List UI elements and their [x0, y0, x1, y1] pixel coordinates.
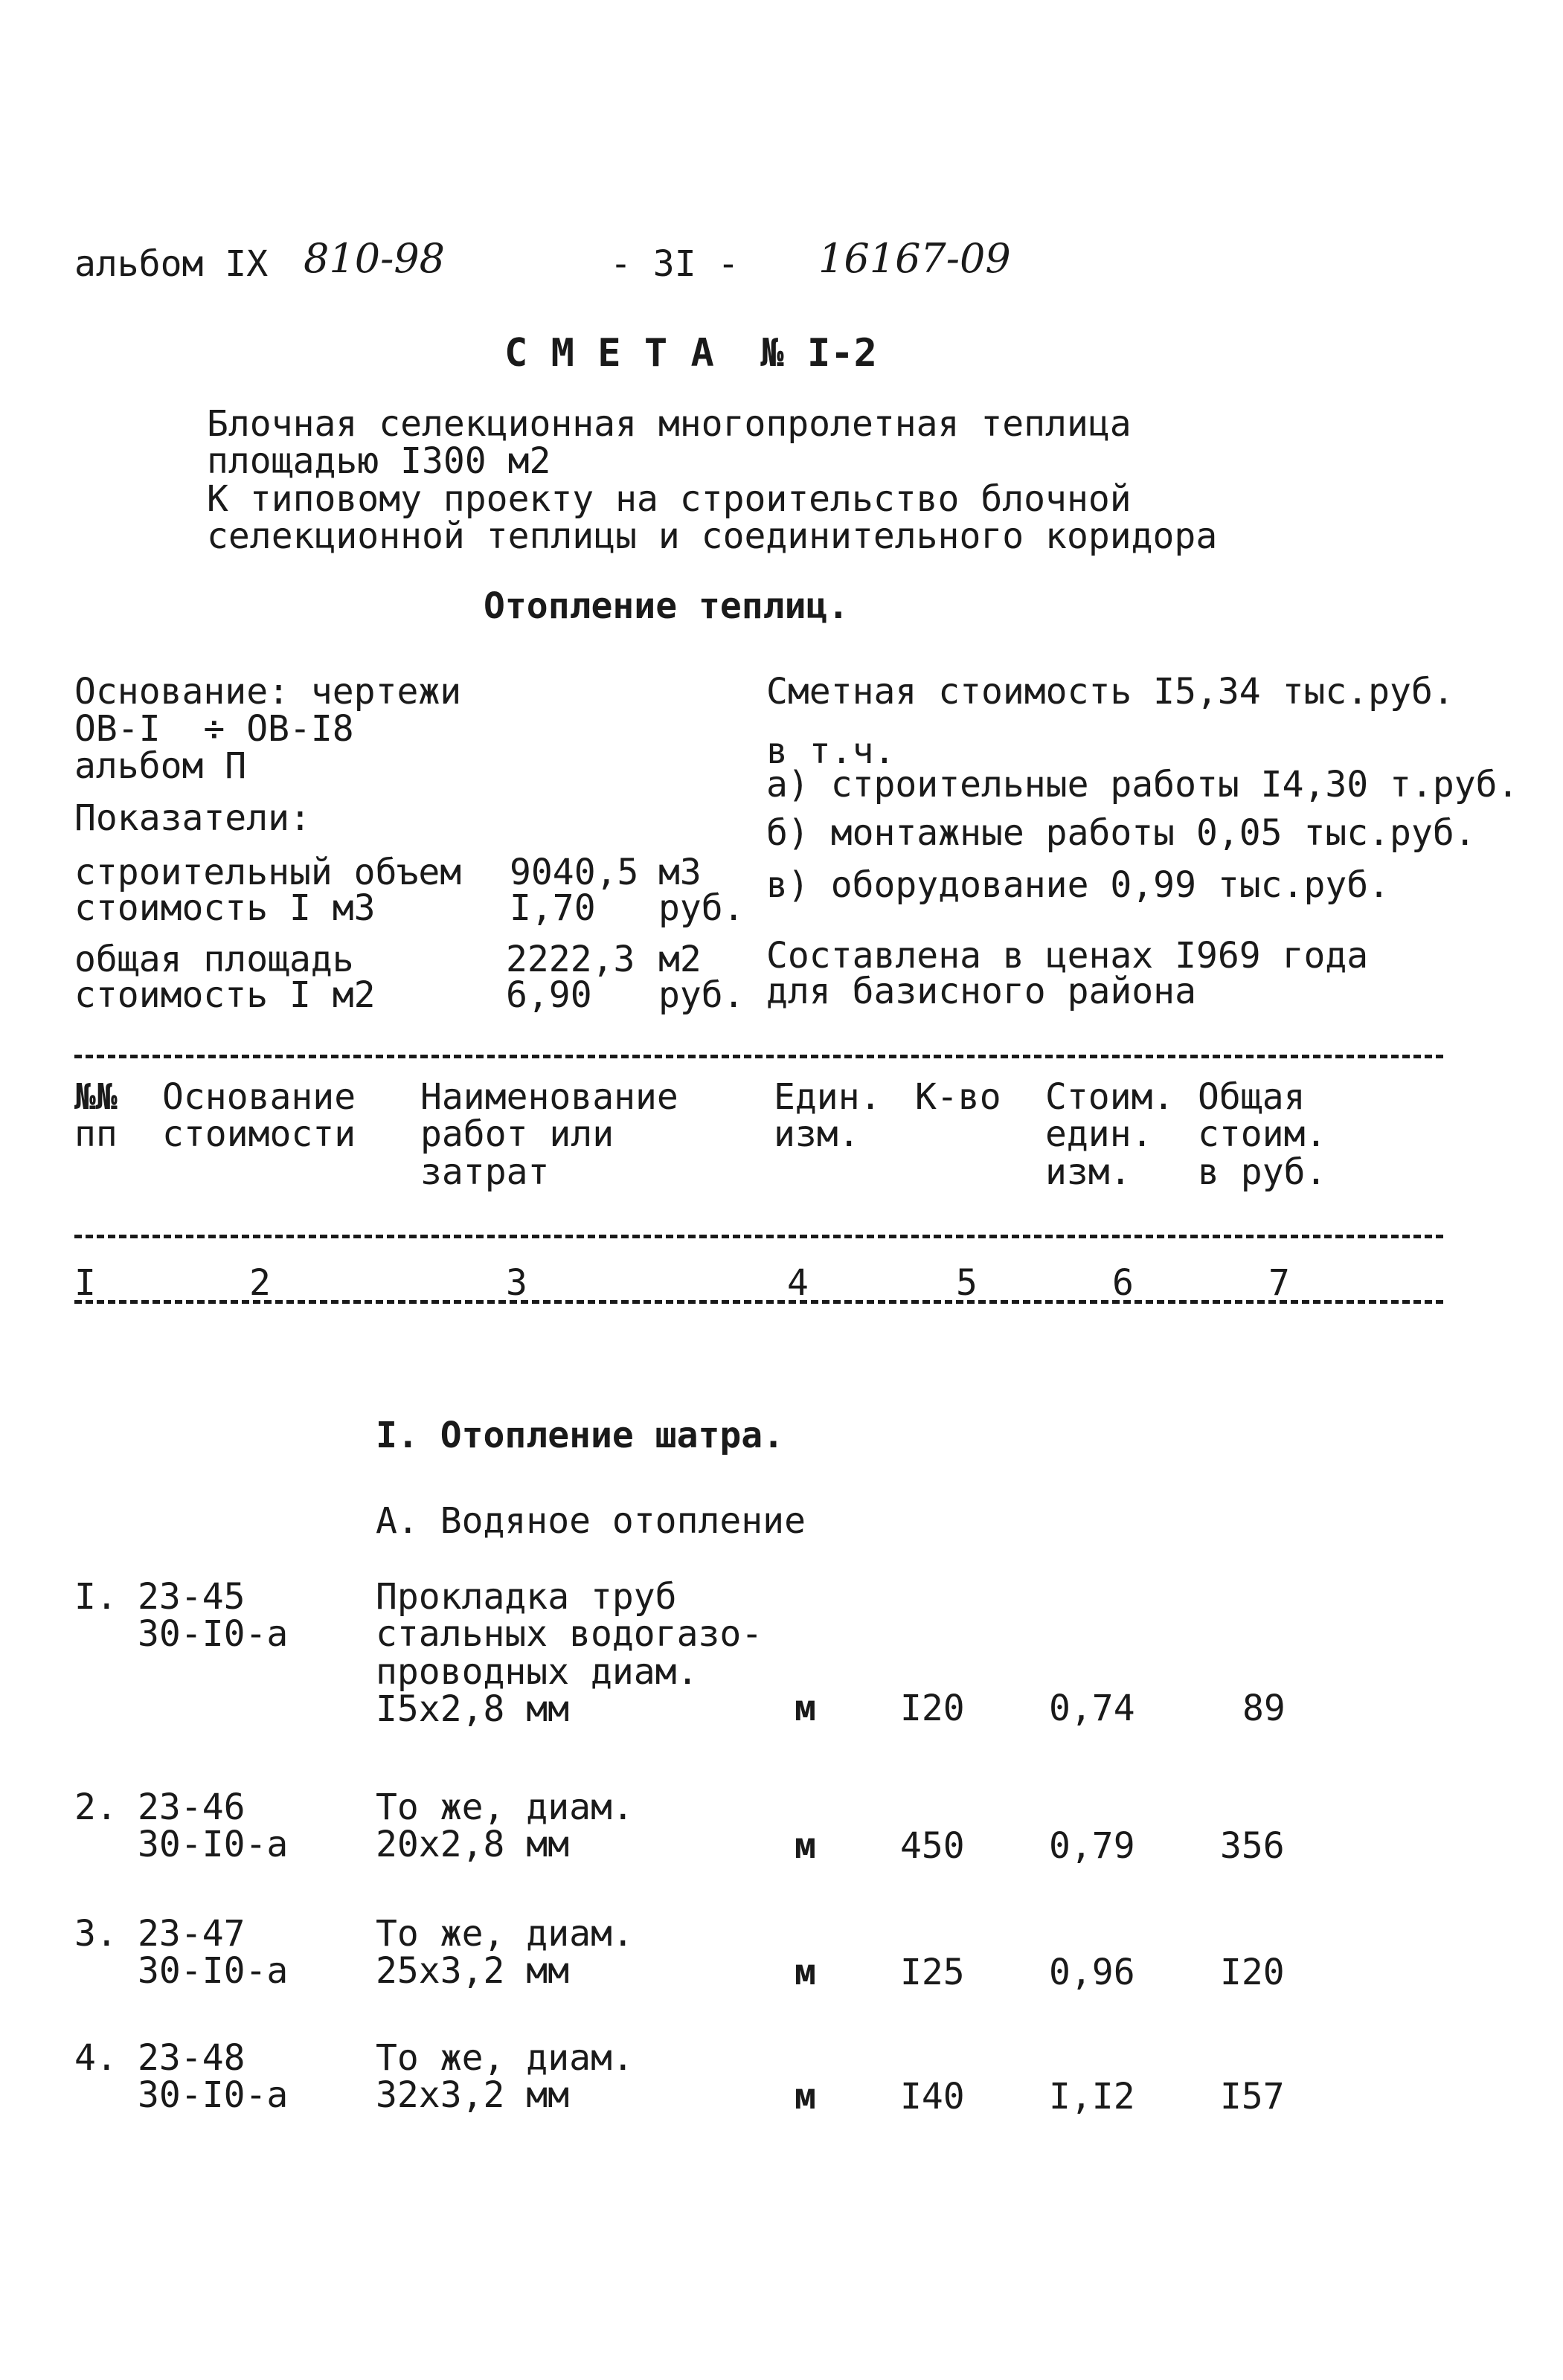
column-number: 4: [787, 1262, 809, 1304]
header-name: Наименование работ или затрат: [420, 1076, 678, 1193]
header-num: №№ пп: [74, 1076, 118, 1156]
row-unit: м: [795, 1825, 816, 1867]
indicator-label: строительный объем: [74, 852, 462, 893]
subsection-title: А. Водяное отопление: [376, 1500, 806, 1542]
dashed-divider: [74, 1055, 1443, 1058]
row-unit: м: [795, 1952, 816, 1993]
indicator-unit: руб.: [658, 974, 745, 1016]
basis-album: альбом П: [74, 745, 247, 787]
cost-item: в) оборудование 0,99 тыс.руб.: [766, 864, 1390, 906]
dashed-divider: [74, 1235, 1443, 1238]
indicator-value: 9040,5: [510, 852, 639, 893]
document-title: С М Е Т А № I-2: [504, 331, 877, 376]
row-number: 4.: [74, 2037, 118, 2079]
section-title: I. Отопление шатра.: [376, 1415, 785, 1456]
row-total: 89: [1242, 1688, 1286, 1729]
row-basis: 23-45 30-I0-а: [138, 1576, 289, 1656]
section-heading: Отопление теплиц.: [484, 585, 850, 627]
header-total-cost: Общая стоим. в руб.: [1198, 1076, 1327, 1193]
basis-drawings: ОВ-I ÷ ОВ-I8: [74, 708, 354, 750]
column-number: 7: [1268, 1262, 1290, 1304]
indicator-label: стоимость I м2: [74, 974, 376, 1016]
column-number: I: [74, 1262, 96, 1304]
page-number: - 3I -: [610, 243, 739, 285]
indicator-unit: м3: [658, 852, 702, 893]
row-name: То же, диам. 25х3,2 мм: [376, 1913, 634, 1993]
album-label: альбом IX: [74, 243, 269, 285]
row-qty: I25: [900, 1952, 965, 1993]
indicator-label: общая площадь: [74, 939, 354, 980]
row-total: I57: [1220, 2076, 1285, 2117]
indicator-label: стоимость I м3: [74, 887, 376, 929]
row-basis: 23-47 30-I0-а: [138, 1913, 289, 1993]
subtitle-line: селекционной теплицы и соединительного коридора: [207, 515, 1218, 558]
row-qty: 450: [900, 1825, 965, 1867]
indicator-value: 6,90: [506, 974, 592, 1016]
row-unit: м: [795, 1688, 816, 1729]
subtitle-line: Блочная селекционная многопролетная теплица: [207, 403, 1132, 445]
row-number: 2.: [74, 1786, 118, 1828]
row-name: То же, диам. 20х2,8 мм: [376, 1786, 634, 1866]
indicator-unit: руб.: [658, 887, 745, 929]
row-qty: I40: [900, 2076, 965, 2117]
column-number: 2: [249, 1262, 271, 1304]
row-total: 356: [1220, 1825, 1285, 1867]
row-price: 0,96: [1049, 1952, 1135, 1993]
prices-note: для базисного района: [766, 971, 1196, 1012]
handwritten-code-left: 810-98: [304, 235, 446, 282]
row-price: 0,79: [1049, 1825, 1135, 1867]
row-price: 0,74: [1049, 1688, 1135, 1729]
row-unit: м: [795, 2076, 816, 2117]
row-basis: 23-46 30-I0-а: [138, 1786, 289, 1866]
column-number: 5: [956, 1262, 978, 1304]
row-price: I,I2: [1049, 2076, 1135, 2117]
column-number: 3: [506, 1262, 527, 1304]
cost-item: б) монтажные работы 0,05 тыс.руб.: [766, 812, 1476, 854]
cost-item: а) строительные работы I4,30 т.руб.: [766, 764, 1519, 805]
subtitle-line: К типовому проекту на строительство блочной: [207, 477, 1132, 520]
header-qty: К-во: [915, 1076, 1001, 1118]
indicators-label: Показатели:: [74, 797, 311, 839]
row-number: I.: [74, 1576, 118, 1618]
handwritten-code-right: 16167-09: [818, 235, 1011, 282]
row-name: То же, диам. 32х3,2 мм: [376, 2037, 634, 2117]
indicator-value: 2222,3: [506, 939, 635, 980]
row-number: 3.: [74, 1913, 118, 1955]
header-unit: Един. изм.: [774, 1076, 882, 1156]
dashed-divider: [74, 1300, 1443, 1304]
estimated-cost: Сметная стоимость I5,34 тыс.руб.: [766, 671, 1454, 713]
incl-label: в т.ч.: [766, 730, 896, 772]
row-basis: 23-48 30-I0-а: [138, 2037, 289, 2117]
row-qty: I20: [900, 1688, 965, 1729]
subtitle-block: [207, 405, 1217, 556]
prices-note: Составлена в ценах I969 года: [766, 935, 1369, 977]
basis-line: Основание: чертежи: [74, 671, 462, 713]
row-total: I20: [1220, 1952, 1285, 1993]
indicator-value: I,70: [510, 887, 596, 929]
column-number: 6: [1112, 1262, 1134, 1304]
header-basis: Основание стоимости: [162, 1076, 356, 1156]
indicator-unit: м2: [658, 939, 702, 980]
header-unit-cost: Стоим. един. изм.: [1045, 1076, 1175, 1193]
subtitle-line: площадью I300 м2: [207, 440, 551, 483]
row-name: Прокладка труб стальных водогазо- проводных диам. I5х2,8 мм: [376, 1576, 763, 1731]
